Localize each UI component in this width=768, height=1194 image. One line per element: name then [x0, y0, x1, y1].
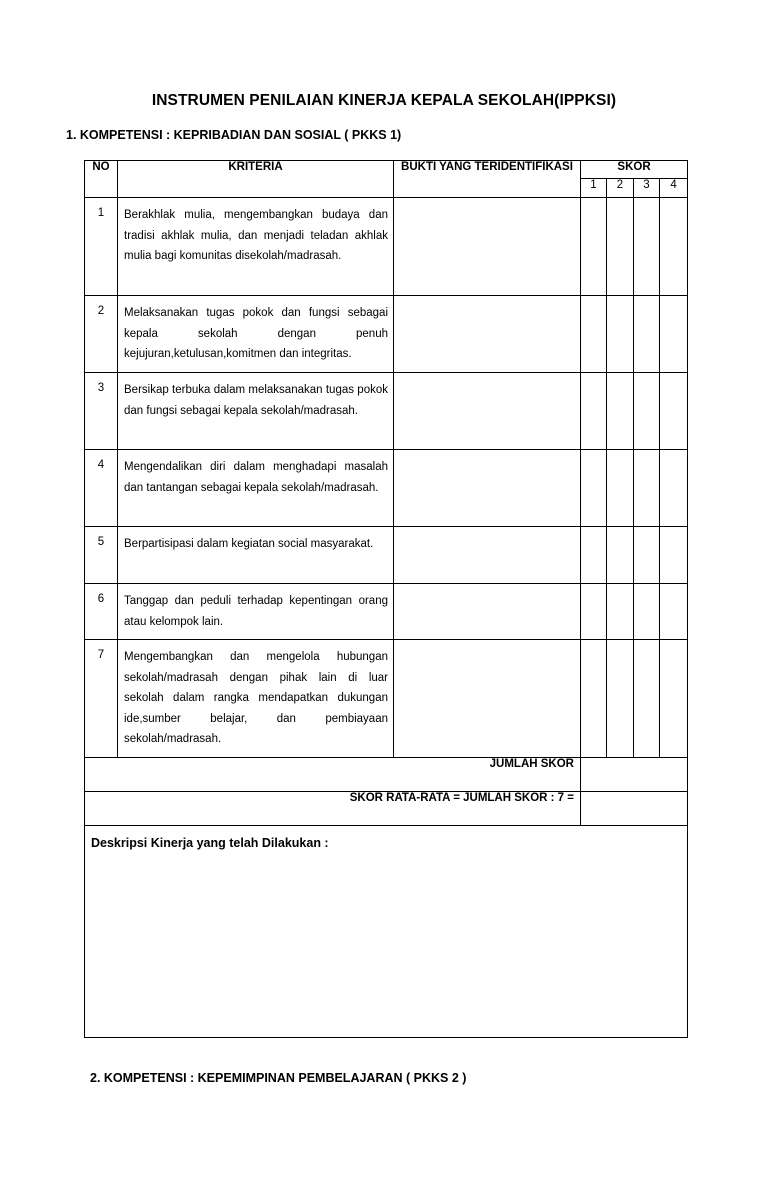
row-score-cell-3[interactable] [634, 527, 660, 584]
header-skor-2: 2 [607, 179, 634, 198]
row-criteria: Tanggap dan peduli terhadap kepentingan orang atau kelompok lain. [118, 584, 394, 640]
row-score-cell-3[interactable] [634, 296, 660, 373]
row-criteria: Bersikap terbuka dalam melaksanakan tugas pokok dan fungsi sebagai kepala sekolah/madrasah. [118, 373, 394, 450]
row-score-cell-2[interactable] [607, 527, 634, 584]
section-heading-1: 1. KOMPETENSI : KEPRIBADIAN DAN SOSIAL ( PKKS 1) [66, 128, 402, 142]
row-score-cell-2[interactable] [607, 198, 634, 296]
row-score-cell-3[interactable] [634, 373, 660, 450]
header-skor: SKOR [581, 161, 688, 179]
row-score-cell-4[interactable] [660, 450, 688, 527]
table-row [85, 450, 688, 527]
row-score-cell-1[interactable] [581, 584, 607, 640]
row-score-cell-4[interactable] [660, 296, 688, 373]
table-row [85, 640, 688, 758]
row-evidence-cell[interactable] [394, 584, 581, 640]
row-score-cell-3[interactable] [634, 198, 660, 296]
header-kriteria: KRITERIA [118, 161, 394, 198]
skor-rata-rata-label: SKOR RATA-RATA = JUMLAH SKOR : 7 = [85, 791, 581, 825]
header-bukti: BUKTI YANG TERIDENTIFIKASI [394, 161, 581, 198]
header-skor-1: 1 [581, 179, 607, 198]
table-row [85, 527, 688, 584]
row-score-cell-1[interactable] [581, 450, 607, 527]
row-score-cell-3[interactable] [634, 450, 660, 527]
header-skor-3: 3 [634, 179, 660, 198]
row-score-cell-2[interactable] [607, 640, 634, 758]
row-evidence-cell[interactable] [394, 373, 581, 450]
row-criteria: Mengembangkan dan mengelola hubungan sekolah/madrasah dengan pihak lain di luar sekolah dalam rangka mendapatkan dukungan ide,sumber belajar, dan pembiayaan sekolah/madrasah. [118, 640, 394, 758]
row-score-cell-4[interactable] [660, 584, 688, 640]
section-heading-2: 2. KOMPETENSI : KEPEMIMPINAN PEMBELAJARAN ( PKKS 2 ) [90, 1071, 467, 1085]
row-evidence-cell[interactable] [394, 527, 581, 584]
row-score-cell-1[interactable] [581, 198, 607, 296]
row-criteria: Mengendalikan diri dalam menghadapi masalah dan tantangan sebagai kepala sekolah/madrasah. [118, 450, 394, 527]
row-criteria: Berpartisipasi dalam kegiatan social masyarakat. [118, 527, 394, 584]
row-criteria: Melaksanakan tugas pokok dan fungsi sebagai kepala sekolah dengan penuh kejujuran,ketulusan,komitmen dan integritas. [118, 296, 394, 373]
row-score-cell-3[interactable] [634, 584, 660, 640]
table-row [85, 296, 688, 373]
table-row [85, 373, 688, 450]
skor-rata-rata-value-cell[interactable] [581, 791, 688, 825]
row-number: 7 [85, 640, 118, 758]
row-score-cell-1[interactable] [581, 373, 607, 450]
deskripsi-cell[interactable] [85, 825, 688, 1037]
row-score-cell-2[interactable] [607, 296, 634, 373]
row-score-cell-1[interactable] [581, 527, 607, 584]
row-score-cell-1[interactable] [581, 640, 607, 758]
row-evidence-cell[interactable] [394, 640, 581, 758]
header-no: NO [85, 161, 118, 198]
row-number: 5 [85, 527, 118, 584]
row-score-cell-2[interactable] [607, 584, 634, 640]
row-score-cell-4[interactable] [660, 198, 688, 296]
page-title: INSTRUMEN PENILAIAN KINERJA KEPALA SEKOLAH(IPPKSI) [151, 92, 617, 109]
row-score-cell-4[interactable] [660, 640, 688, 758]
assessment-table [84, 160, 688, 1038]
row-number: 4 [85, 450, 118, 527]
row-score-cell-1[interactable] [581, 296, 607, 373]
row-number: 1 [85, 198, 118, 296]
deskripsi-label: Deskripsi Kinerja yang telah Dilakukan : [91, 835, 329, 850]
row-score-cell-4[interactable] [660, 373, 688, 450]
row-evidence-cell[interactable] [394, 198, 581, 296]
jumlah-skor-label: JUMLAH SKOR [85, 757, 581, 791]
table-row [85, 584, 688, 640]
row-score-cell-3[interactable] [634, 640, 660, 758]
jumlah-skor-value-cell[interactable] [581, 757, 688, 791]
row-number: 3 [85, 373, 118, 450]
table-row [85, 198, 688, 296]
row-number: 2 [85, 296, 118, 373]
row-score-cell-2[interactable] [607, 373, 634, 450]
row-evidence-cell[interactable] [394, 296, 581, 373]
row-score-cell-4[interactable] [660, 527, 688, 584]
row-score-cell-2[interactable] [607, 450, 634, 527]
row-criteria: Berakhlak mulia, mengembangkan budaya dan tradisi akhlak mulia, dan menjadi teladan akhlak mulia bagi komunitas disekolah/madrasah. [118, 198, 394, 296]
header-skor-4: 4 [660, 179, 688, 198]
row-number: 6 [85, 584, 118, 640]
row-evidence-cell[interactable] [394, 450, 581, 527]
